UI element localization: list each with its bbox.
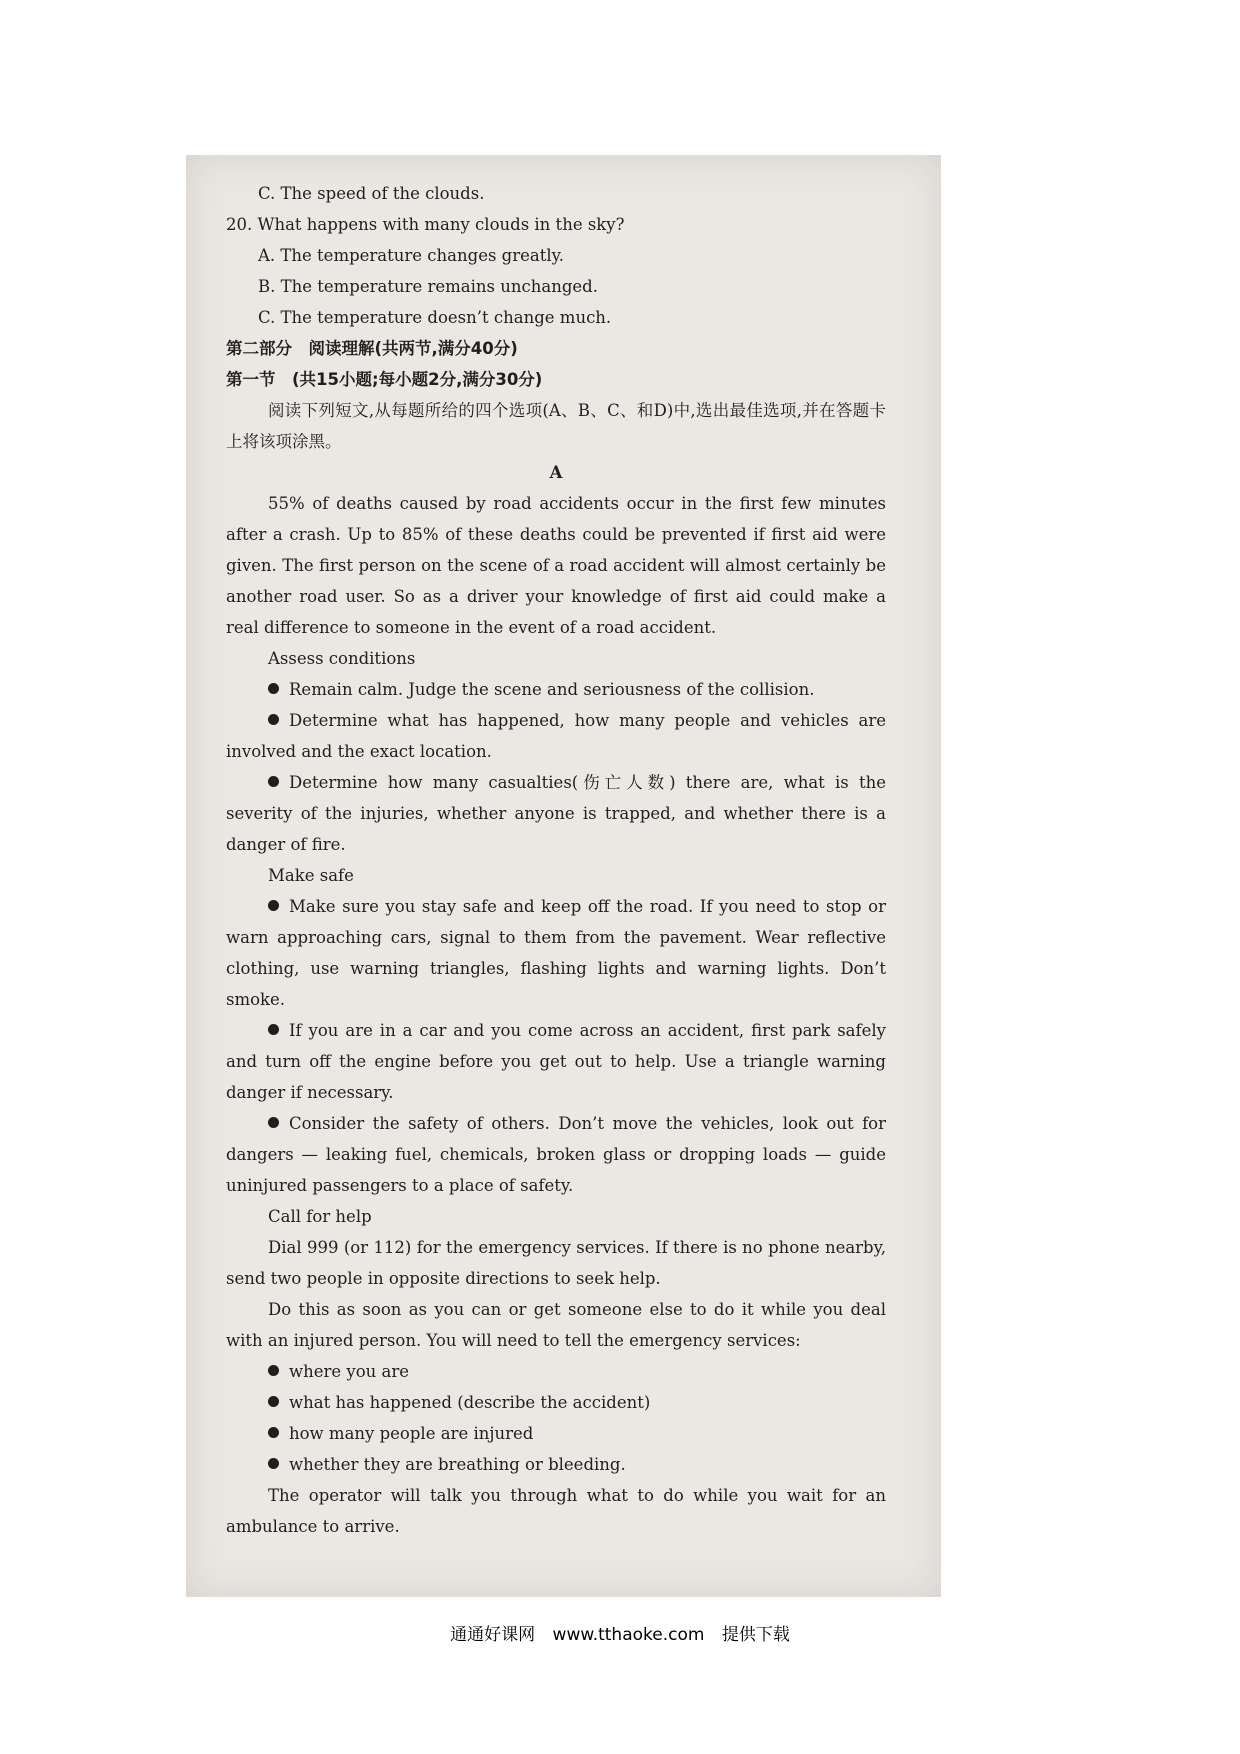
q20-option-a: A. The temperature changes greatly. [258, 246, 564, 265]
safe-bullet-1: Make sure you stay safe and keep off the road. If you need to stop or warn approaching cars, signal to them from the pavement. Wear reflective clothing, use warning triangles, flashing lights and warning lights. Don’t smoke. [226, 897, 886, 1009]
part2-title: 第二部分 阅读理解(共两节,满分40分) [226, 339, 518, 358]
bullet-icon [268, 714, 279, 725]
q20-option-b: B. The temperature remains unchanged. [258, 277, 598, 296]
safe-bullet-3: Consider the safety of others. Don’t move the vehicles, look out for dangers — leaking fuel, chemicals, broken glass or dropping loads — guide uninjured passengers to a place of safety. [226, 1114, 886, 1195]
assess-bullet-1: Remain calm. Judge the scene and seriousness of the collision. [226, 674, 886, 705]
assess-bullet-2: Determine what has happened, how many people and vehicles are involved and the exact location. [226, 711, 886, 761]
instructions: 阅读下列短文,从每题所给的四个选项(A、B、C、和D)中,选出最佳选项,并在答题卡上将该项涂黑。 [226, 401, 886, 451]
call-heading: Call for help [268, 1207, 372, 1226]
call-paragraph-2: Do this as soon as you can or get someone else to do it while you deal with an injured person. You will need to tell the emergency services: [226, 1300, 886, 1350]
bullet-icon [268, 683, 279, 694]
safe-heading: Make safe [268, 866, 354, 885]
assess-bullet-3: Determine how many casualties(伤亡人数) there are, what is the severity of the injuries, whether anyone is trapped, and whether there is a danger of fire. [226, 773, 886, 854]
q20-option-c: C. The temperature doesn’t change much. [258, 308, 612, 327]
assess-heading: Assess conditions [268, 649, 416, 668]
q19-option-c: C. The speed of the clouds. [258, 184, 485, 203]
bullet-icon [268, 1024, 279, 1035]
safe-bullet-2: If you are in a car and you come across an accident, first park safely and turn off the engine before you get out to help. Use a triangle warning danger if necessary. [226, 1021, 886, 1102]
footer-site-name: 通通好课网 [450, 1625, 536, 1645]
bullet-icon [268, 1365, 279, 1376]
call-bullet-1: where you are [226, 1356, 886, 1387]
bullet-icon [268, 1458, 279, 1469]
bullet-icon [268, 776, 279, 787]
closing-paragraph: The operator will talk you through what to do while you wait for an ambulance to arrive. [226, 1486, 886, 1536]
footer-suffix: 提供下载 [721, 1625, 790, 1645]
call-bullet-3: how many people are injured [226, 1418, 886, 1449]
page-footer [0, 1620, 1240, 1645]
passage-label: A [549, 463, 563, 482]
passage-intro: 55% of deaths caused by road accidents occur in the first few minutes after a crash. Up to 85% of these deaths could be prevented if first aid were given. The first person on the scene of a road accident will almost certainly be another road user. So as a driver your knowledge of first aid could make a real difference to someone in the event of a road accident. [226, 494, 886, 637]
exam-content [226, 178, 886, 1542]
call-bullet-4: whether they are breathing or bleeding. [226, 1449, 886, 1480]
section1-title: 第一节 (共15小题;每小题2分,满分30分) [226, 370, 543, 389]
bullet-icon [268, 900, 279, 911]
footer-url[interactable]: www.tthaoke.com [552, 1625, 705, 1645]
bullet-icon [268, 1117, 279, 1128]
call-paragraph-1: Dial 999 (or 112) for the emergency services. If there is no phone nearby, send two people in opposite directions to seek help. [226, 1238, 886, 1288]
call-bullet-2: what has happened (describe the accident) [226, 1387, 886, 1418]
bullet-icon [268, 1396, 279, 1407]
bullet-icon [268, 1427, 279, 1438]
q20-question: 20. What happens with many clouds in the sky? [226, 215, 625, 234]
